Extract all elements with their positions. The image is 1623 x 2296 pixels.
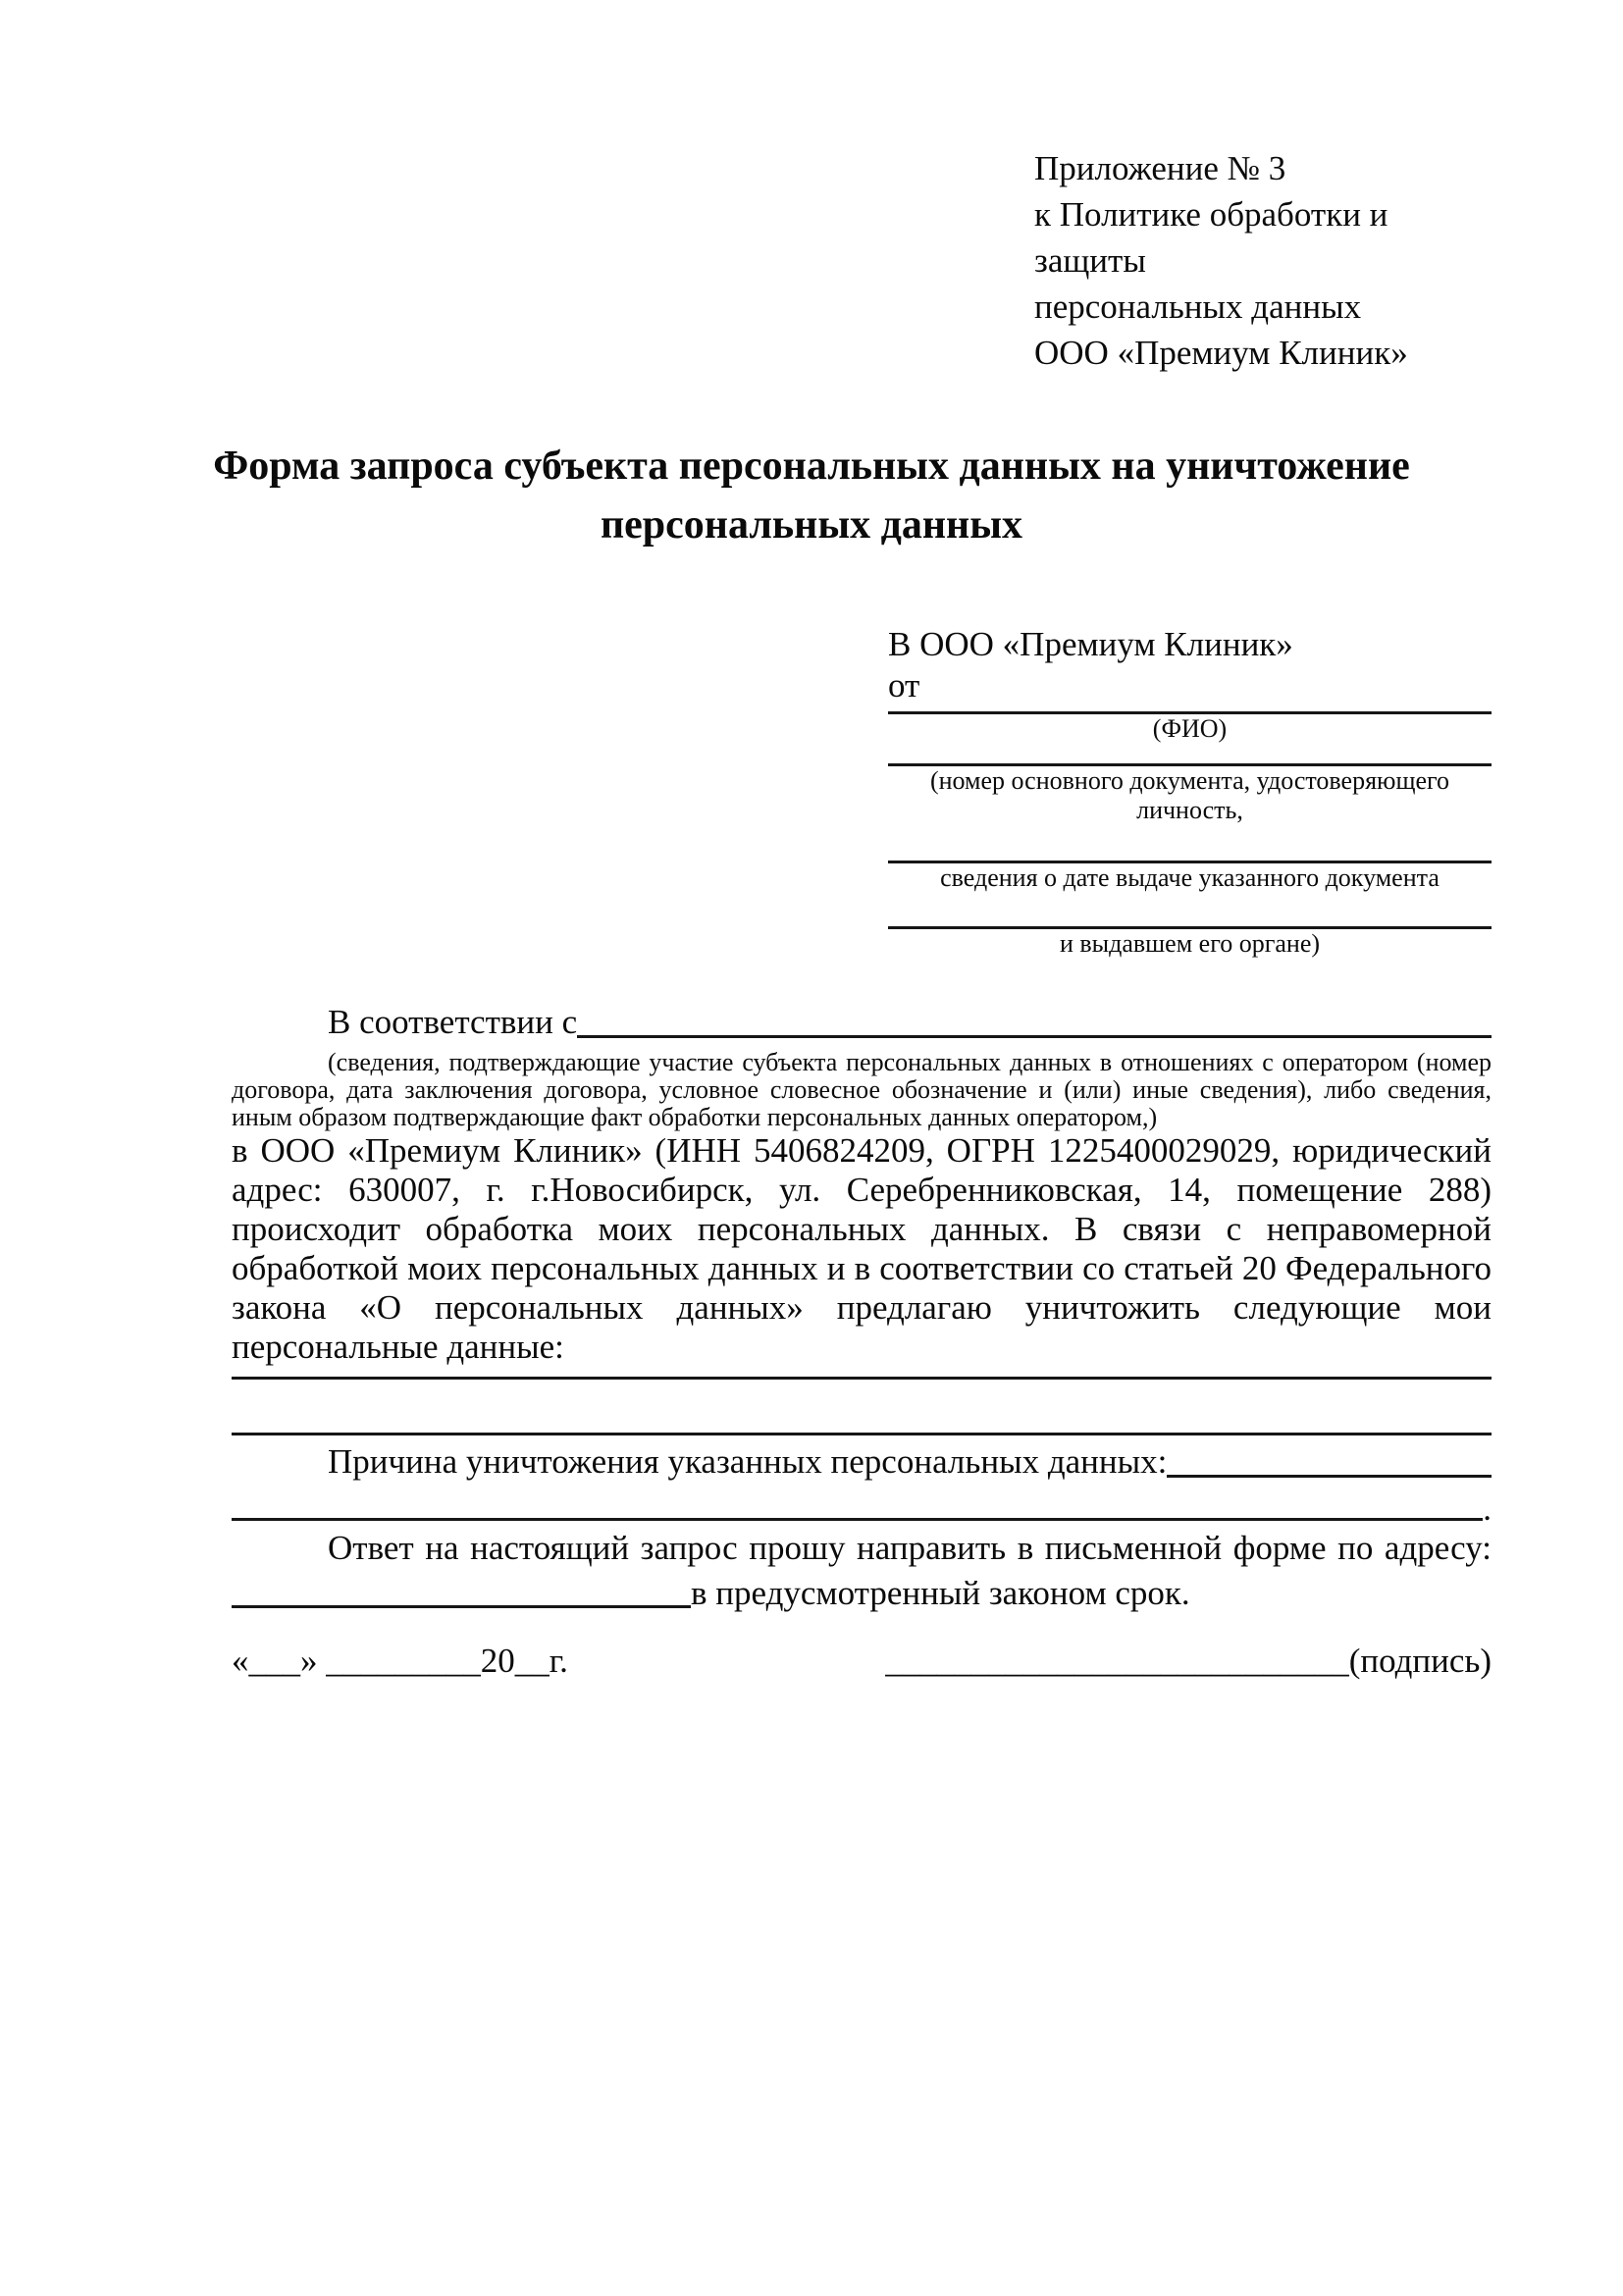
appendix-block [1034, 145, 1492, 376]
signature-field [885, 1640, 1492, 1683]
appendix-line: ООО «Премиум Клиник» [1034, 334, 1408, 372]
document-title [131, 437, 1492, 554]
addressee-to: В ООО «Премиум Клиник» [888, 625, 1293, 663]
footer-row [232, 1640, 1492, 1683]
fio-caption: (ФИО) [1152, 714, 1228, 743]
document-number-blank-line [888, 744, 1492, 766]
title-line: Форма запроса субъекта персональных данных на уничтожение [213, 444, 1410, 489]
addressee-from-label: от [888, 666, 920, 704]
title-line: персональных данных [600, 502, 1023, 548]
issue-date-blank-line [888, 825, 1492, 863]
personal-data-blank-line-1 [232, 1367, 1492, 1380]
body-paragraph: в ООО «Премиум Клиник» (ИНН 5406824209, ОГРН 1225400029029, юридический адрес: 630007, г. г.Новосибирск, ул. Серебренниковская, 14, помещение 288) происходит обработка моих персональных данных. В связи с неправомерной обработкой моих персональных данных и в соответствии со статьей 20 Федерального закона «О персональных данных» предлагаю уничтожить следующие мои персональные данные: [232, 1131, 1492, 1366]
appendix-line: к Политике обработки и защиты [1034, 195, 1388, 280]
response-deadline-text: в предусмотренный законом срок. [691, 1574, 1190, 1612]
personal-data-blank-line-2 [232, 1380, 1492, 1435]
document-number-caption: (номер основного документа, удостоверяющего личность, [929, 766, 1450, 824]
appendix-line: Приложение № 3 [1034, 149, 1286, 187]
sentence-period: . [1483, 1489, 1492, 1528]
reason-continuation-row [232, 1485, 1492, 1526]
accordance-blank-line [577, 1000, 1492, 1038]
addressee-block [888, 623, 1492, 959]
issuing-authority-caption: и выдавшем его органе) [1059, 929, 1321, 958]
reason-label: Причина уничтожения указанных персональных данных: [328, 1442, 1168, 1481]
issuing-authority-blank-line [888, 893, 1492, 929]
accordance-lead: В соответствии с [328, 1003, 578, 1041]
fio-blank-line [888, 705, 1492, 714]
appendix-line: персональных данных [1034, 287, 1362, 326]
accordance-note: (сведения, подтверждающие участие субъекта персональных данных в отношениях с оператором (номер договора, дата заключения договора, условное словесное обозначение и (или) иные сведения), либо сведения, иным образом подтверждающие факт обработки персональных данных оператором,) [232, 1048, 1492, 1131]
signature-caption: (подпись) [1348, 1642, 1492, 1680]
date-field: «___» _________20__г. [232, 1642, 568, 1680]
issue-date-caption: сведения о дате выдаче указанного документа [940, 863, 1440, 892]
response-request-line: Ответ на настоящий запрос прошу направить в письменной форме по адресу: [328, 1529, 1492, 1567]
accordance-row [232, 1000, 1492, 1045]
address-blank-line [232, 1571, 691, 1608]
reason-blank-line [1167, 1439, 1492, 1478]
signature-blank-line: ___________________________ [885, 1642, 1349, 1680]
reason-row [232, 1439, 1492, 1485]
response-address-row [232, 1571, 1492, 1616]
reason-blank-line-continued [232, 1518, 1483, 1521]
